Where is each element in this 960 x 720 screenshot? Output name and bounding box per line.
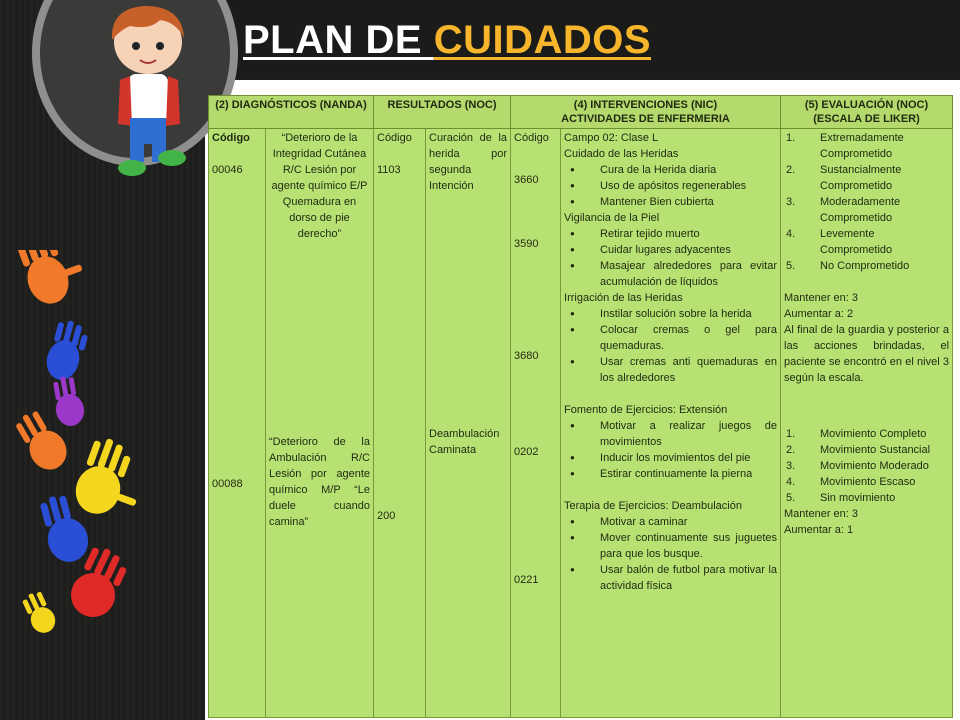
table-row	[209, 129, 953, 718]
noc-code-label: Código	[377, 132, 412, 144]
activity-heading-6: Terapia de Ejercicios: Deambulación	[564, 500, 742, 512]
list-item: 3. Moderadamente Comprometido	[786, 196, 901, 224]
list-item: 4. Levemente Comprometido	[786, 228, 893, 256]
increase-level-1: Aumentar a: 2	[784, 308, 854, 320]
list-item: 1. Movimiento Completo	[786, 428, 927, 440]
dx-code-2: 00088	[212, 478, 243, 490]
handprint-purple	[50, 374, 86, 428]
nic-code-3: 3680	[514, 350, 539, 362]
care-plan-table	[208, 95, 953, 718]
header-intervenciones-line1: (4) INTERVENCIONES (NIC)	[573, 99, 718, 111]
increase-level-2: Aumentar a: 1	[784, 524, 854, 536]
activity-heading-4: Irrigación de las Heridas	[564, 292, 683, 304]
list-item: ● Usar balón de futbol para motivar la actividad física	[600, 562, 777, 594]
header-evaluacion: (5) EVALUACIÓN (NOC) (ESCALA DE LIKER)	[781, 96, 953, 129]
header-intervenciones	[511, 96, 781, 129]
noc-result-2: Deambulación Caminata	[429, 428, 500, 456]
activity-list-1	[564, 162, 777, 210]
cell-evaluation	[781, 129, 953, 718]
header-diagnosticos: (2) DIAGNÓSTICOS (NANDA)	[209, 96, 374, 129]
header-intervenciones-line2: ACTIVIDADES DE ENFERMERIA	[561, 113, 730, 125]
dx-text-1: “Deterioro de la Integridad Cutánea R/C Lesión por agente químico E/P Quemadura en dorso de pie derecho”	[271, 132, 368, 240]
list-item: ● Usar cremas anti quemaduras en los alrededores	[600, 354, 777, 386]
list-item: ● Instilar solución sobre la herida	[600, 306, 777, 322]
list-item: 5. No Comprometido	[786, 260, 910, 272]
list-item: 2. Sustancialmente Comprometido	[786, 164, 902, 192]
list-item: ● Mantener Bien cubierta	[600, 194, 777, 210]
list-item: 4. Movimiento Escaso	[786, 476, 916, 488]
page-title	[243, 16, 651, 64]
activity-heading-3: Vigilancia de la Piel	[564, 212, 660, 224]
list-item: ● Cuidar lugares adyacentes	[600, 242, 777, 258]
noc-code-1: 1103	[377, 164, 401, 176]
noc-code-2: 200	[377, 510, 396, 522]
nic-code-4: 0202	[514, 446, 539, 458]
list-item: ● Estirar continuamente la pierna	[600, 466, 777, 482]
title-part-1: PLAN DE	[243, 18, 434, 62]
table-header-row	[209, 96, 953, 129]
activity-list-5	[564, 514, 777, 594]
handprint-yellow-2	[20, 589, 60, 637]
header-resultados: RESULTADOS (NOC)	[374, 96, 511, 129]
nic-code-5: 0221	[514, 574, 539, 586]
list-item: 5. Sin movimiento	[786, 492, 896, 504]
dx-code-1: 00046	[212, 164, 243, 176]
activity-heading-5: Fomento de Ejercicios: Extensión	[564, 404, 728, 416]
title-part-2: CUIDADOS	[433, 18, 652, 62]
list-item: 2. Movimiento Sustancial	[786, 444, 931, 456]
list-item: ● Colocar cremas o gel para quemaduras.	[600, 322, 777, 354]
activity-list-4	[564, 418, 777, 482]
maintain-level-1: Mantener en: 3	[784, 292, 859, 304]
list-item: ● Cura de la Herida diaria	[600, 162, 777, 178]
cell-activities	[561, 129, 781, 718]
noc-result-1: Curación de la herida por segunda Intención	[429, 132, 508, 192]
list-item: ● Motivar a realizar juegos de movimientos	[600, 418, 777, 450]
activity-list-3	[564, 306, 777, 386]
handprint-yellow	[69, 434, 143, 527]
child-illustration	[90, 0, 200, 185]
maintain-level-2: Mantener en: 3	[784, 508, 859, 520]
cell-noc-results	[426, 129, 511, 718]
list-item: ● Retirar tejido muerto	[600, 226, 777, 242]
dx-text-2: “Deterioro de la Ambulación R/C Lesión por agente químico M/P “Le duele cuando camina”	[269, 436, 370, 528]
list-item: 1. Extremadamente Comprometido	[786, 132, 904, 160]
cell-dx-text	[266, 129, 374, 718]
list-item: ● Mover continuamente sus juguetes para que los busque.	[600, 530, 777, 562]
cell-nic-codes	[511, 129, 561, 718]
handprint-orange	[12, 250, 90, 309]
list-item: 3. Movimiento Moderado	[786, 460, 929, 472]
evaluation-scale-2	[784, 426, 949, 506]
evaluation-scale-1	[784, 130, 949, 274]
cell-dx-codes	[209, 129, 266, 718]
colorful-handprints	[8, 250, 143, 650]
handprint-blue	[42, 317, 90, 384]
list-item: ● Inducir los movimientos del pie	[600, 450, 777, 466]
evaluation-note: Al final de la guardia y posterior a las acciones brindadas, el paciente se encontró en el nivel 3 según la escala.	[784, 324, 950, 384]
nic-code-1: 3660	[514, 174, 539, 186]
activity-list-2	[564, 226, 777, 290]
activity-heading-1: Campo 02: Clase L	[564, 132, 659, 144]
dx-code-label: Código	[212, 132, 250, 144]
list-item: ● Masajear alrededores para evitar acumulación de líquidos	[600, 258, 777, 290]
activity-heading-2: Cuidado de las Heridas	[564, 148, 679, 160]
nic-code-label: Código	[514, 132, 549, 144]
list-item: ● Motivar a caminar	[600, 514, 777, 530]
cell-noc-codes	[374, 129, 426, 718]
list-item: ● Uso de apósitos regenerables	[600, 178, 777, 194]
nic-code-2: 3590	[514, 238, 539, 250]
